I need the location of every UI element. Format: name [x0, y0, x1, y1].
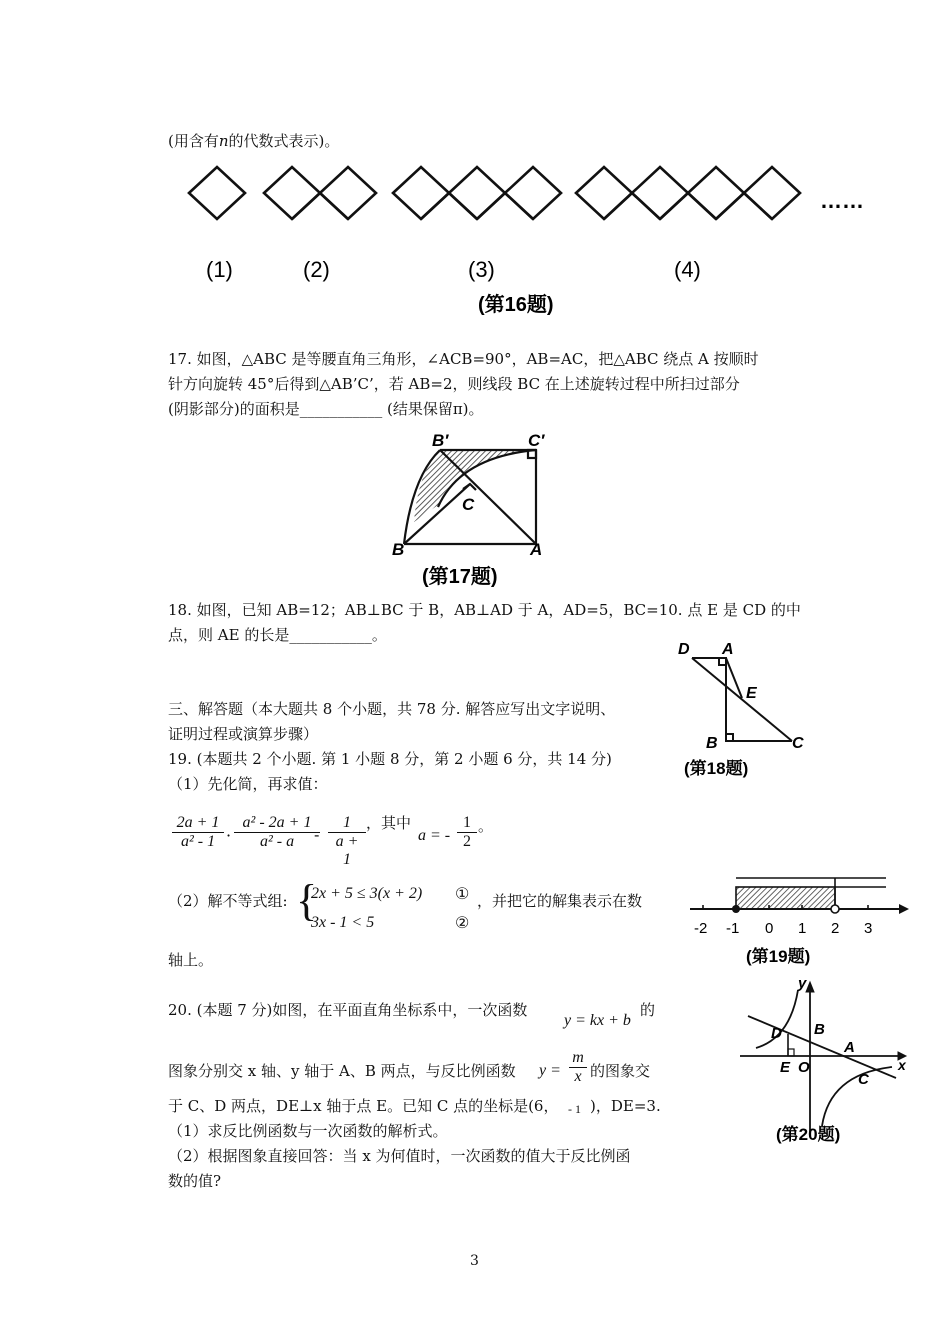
section-3-line2: 证明过程或演算步骤）	[168, 725, 319, 743]
end-text: 。	[478, 817, 494, 835]
q20-line2: 图象分别交 x 轴、y 轴于 A、B 两点，与反比例函数	[168, 1062, 516, 1080]
marker-1: ①	[455, 884, 470, 903]
q20-neg1: - 1	[568, 1102, 581, 1116]
q19-part2: （2）解不等式组:	[168, 892, 288, 910]
tick-m2: -2	[694, 920, 708, 937]
pt-o: O	[798, 1059, 810, 1076]
q20-y-eq: y =	[539, 1062, 561, 1079]
hyperbola-lower-branch	[822, 1067, 892, 1126]
minus-op: -	[314, 825, 320, 844]
marker-2: ②	[455, 913, 470, 932]
tick-3: 3	[864, 920, 873, 937]
figure-19	[686, 866, 916, 975]
shaded-region	[414, 450, 536, 522]
q20-line1: 20. (本题 7 分)如图，在平面直角坐标系中，一次函数	[168, 1001, 528, 1019]
pt-a: A	[722, 641, 734, 658]
system-brace: {	[296, 876, 318, 925]
q20-caption: (第20题)	[776, 1125, 841, 1144]
fraction-m-over-x: $\frac{m}{x}$	[569, 1049, 587, 1086]
q19-part2-c: 轴上。	[168, 951, 214, 969]
pt-e: E	[746, 685, 757, 702]
q16-dots: ……	[820, 188, 864, 213]
q20-part2: （2）根据图象直接回答：当 x 为何值时，一次函数的值大于反比例函	[168, 1147, 631, 1165]
q19-part1: （1）先化简，再求值：	[168, 775, 328, 793]
q17-caption: (第17题)	[422, 566, 498, 588]
q16-caption: (第16题)	[478, 294, 554, 316]
where-text: ，其中	[366, 814, 412, 832]
pt-c: C	[462, 495, 475, 514]
a-eq: a = -	[418, 827, 451, 844]
closed-endpoint	[732, 905, 740, 913]
label-x: x	[898, 1057, 906, 1073]
var-n: n	[218, 132, 229, 150]
q17-line1: 17. 如图，△ABC 是等腰直角三角形，∠ACB=90°，AB=AC，把△ABC 绕点 A 按顺时	[168, 350, 759, 368]
label-1: (1)	[206, 257, 233, 282]
pt-c: C	[858, 1071, 869, 1088]
q20-part1: （1）求反比例函数与一次函数的解析式。	[168, 1122, 448, 1140]
tick-m1: -1	[726, 920, 740, 937]
q18-caption: (第18题)	[684, 759, 749, 778]
rhombus-pattern	[189, 167, 800, 219]
open-endpoint	[831, 905, 839, 913]
pt-b: B	[814, 1021, 825, 1038]
q20-line2-end: 的图象交	[590, 1062, 651, 1080]
label-4: (4)	[674, 257, 701, 282]
q19-caption: (第19题)	[746, 947, 811, 966]
inequality-1: 2x + 5 ≤ 3(x + 2)	[311, 885, 423, 902]
q19-part2-b: ，并把它的解集表示在数	[477, 892, 643, 910]
pt-d: D	[678, 641, 690, 658]
q20-part2-b: 数的值?	[168, 1172, 222, 1190]
tick-1: 1	[798, 920, 807, 937]
label-y: y	[798, 975, 807, 992]
page-number: 3	[470, 1253, 479, 1269]
pt-a: A	[844, 1039, 855, 1056]
q20-line3: 于 C、D 两点，DE⊥x 轴于点 E。已知 C 点的坐标是(6，	[168, 1097, 559, 1115]
pt-b: B	[706, 735, 718, 752]
solution-shading	[736, 887, 835, 909]
tick-0: 0	[765, 920, 774, 937]
inequality-2: 3x - 1 < 5	[311, 914, 375, 931]
fraction-4: $\frac{1}{2}$	[457, 814, 477, 851]
pt-b-prime: B′	[432, 431, 449, 450]
q16-text: (用含有n的代数式表示)。	[168, 132, 340, 150]
figure-17	[390, 427, 560, 596]
dot-op: ·	[226, 826, 232, 845]
q18-line2: 点，则 AE 的长是___________。	[168, 626, 387, 644]
fraction-1: $\frac{2a + 1}{\text{a² - 1}}$	[172, 814, 224, 851]
pt-d: D	[771, 1025, 782, 1042]
pt-b: B	[392, 540, 405, 559]
label-3: (3)	[468, 257, 495, 282]
q20-line1-end: 的	[640, 1001, 656, 1019]
figure-16	[180, 160, 890, 329]
figure-20	[736, 970, 916, 1154]
q18-line1: 18. 如图，已知 AB=12；AB⊥BC 于 B，AB⊥AD 于 A，AD=5，BC=10. 点 E 是 CD 的中	[168, 601, 801, 619]
label-2: (2)	[303, 257, 330, 282]
fraction-3: $\frac{1}{a + 1}$	[328, 814, 366, 869]
pt-a: A	[530, 540, 543, 559]
pt-c: C	[792, 735, 804, 752]
q20-line3-end: )，DE=3.	[590, 1097, 661, 1115]
pt-e: E	[780, 1059, 791, 1076]
pt-c-prime: C′	[528, 431, 545, 450]
section-3-line1: 三、解答题（本大题共 8 个小题，共 78 分. 解答应写出文字说明、	[168, 700, 616, 718]
q17-line3: (阴影部分)的面积是___________ (结果保留π)。	[168, 400, 484, 418]
fraction-2: $\frac{\text{a² - 2a + 1}}{\text{a² - a}}$	[234, 814, 320, 851]
figure-18	[670, 638, 810, 787]
q20-eq1: y = kx + b	[564, 1012, 631, 1029]
tick-2: 2	[831, 920, 840, 937]
q17-line2: 针方向旋转 45°后得到△AB’C’，若 AB=2，则线段 BC 在上述旋转过程中所扫过部分	[168, 375, 740, 393]
q19-head: 19. (本题共 2 个小题. 第 1 小题 8 分，第 2 小题 6 分，共 14 分)	[168, 750, 612, 768]
